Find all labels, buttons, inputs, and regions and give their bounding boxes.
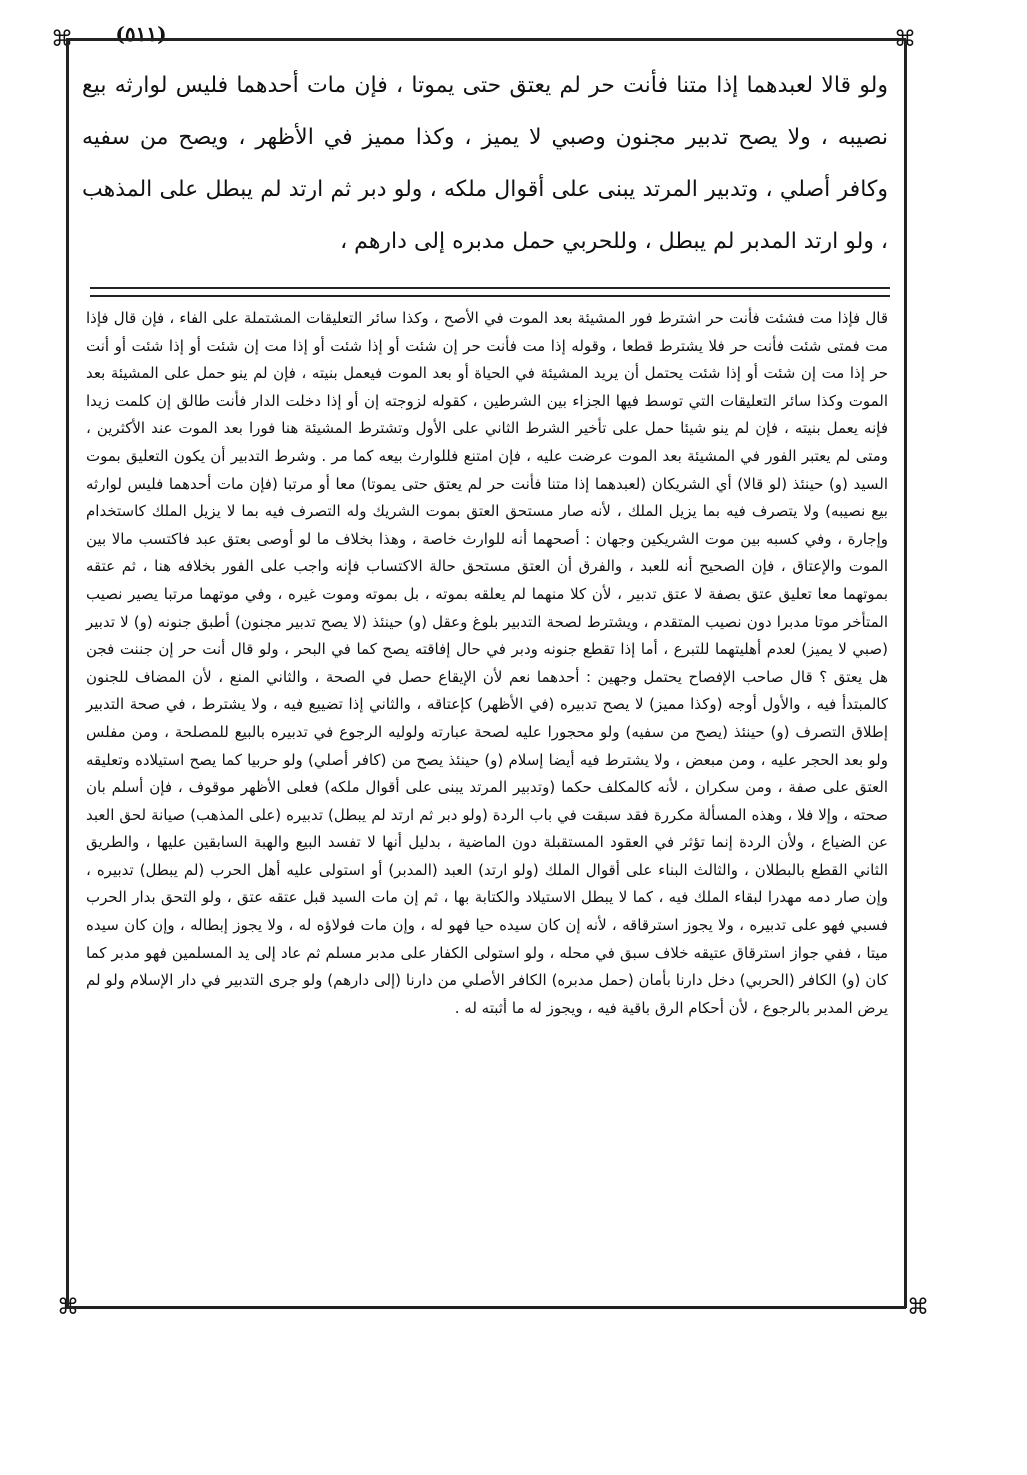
corner-ornament-top-right: ⌘ <box>894 27 916 52</box>
section-divider-line <box>90 287 890 289</box>
corner-ornament-bottom-left: ⌘ <box>57 1295 79 1320</box>
frame-border-top <box>66 38 906 41</box>
page-number: (٥١١) <box>115 22 167 46</box>
commentary-text-sharh: قال فإذا مت فشئت فأنت حر اشترط فور المشيئة بعد الموت في الأصح ، وكذا سائر التعليقات المشتملة على الفاء ، فإن قال فإذا مت فمتى شئت فأنت حر فلا يشترط قطعا ، وقوله إذا مت فأنت حر إن شئت أو إذا شئت أو إذا مت إن شئت أو إذا شئت أو أنت حر إذا مت إن شئت أو إذا شئت يحتمل أن يريد المشيئة في الحياة أو بعد الموت فيعمل بنيته ، فإن لم ينو حمل على المشيئة بعد الموت وكذا سائر التعليقات التي توسط فيها الجزاء بين الشرطين ، كقوله لزوجته إن أو إذا دخلت الدار فأنت طالق إن كلمت زيدا فإنه يعمل بنيته ، فإن لم ينو شيئا حمل على تأخير الشرط الثاني على الأول وتشترط المشيئة هنا فورا بعد الموت عند الأكثرين ، ومتى لم يعتبر الفور في المشيئة بعد الموت عرضت عليه ، فإن امتنع فللوارث بيعه كما مر . وشرط التدبير أن يكون التعليق بموت السيد (و) حينئذ (لو قالا) أي الشريكان (لعبدهما إذا متنا فأنت حر لم يعتق حتى يموتا) معا أو مرتبا (فإن مات أحدهما فليس لوارثه بيع نصيبه) ولا يتصرف فيه بما يزيل الملك ، لأنه صار مستحق العتق بموت الشريك وله التصرف فيه بما لا يزيل الملك كاستخدام وإجارة ، وفي كسبه بين موت الشريكين وجهان : أصحهما أنه للوارث خاصة ، وهذا بخلاف ما لو أوصى بعتق عبد فاكتسب مالا بين الموت والإعتاق ، فإن الصحيح أنه للعبد ، والفرق أن العتق مستحق حالة الاكتساب فإنه واجب على الفور بخلافه هنا ، ثم عتقه بموتهما معا تعليق عتق بصفة لا عتق تدبير ، لأن كلا منهما لم يعلقه بموته ، بل بموته وموت غيره ، وفي موتهما مرتبا يصير نصيب المتأخر موتا مدبرا دون نصيب المتقدم ، ويشترط لصحة التدبير بلوغ وعقل (و) حينئذ (لا يصح تدبير مجنون) أطبق جنونه (و) لا تدبير (صبي لا يميز) لعدم أهليتهما للتبرع ، أما إذا تقطع جنونه ودبر في حال إفاقته يصح كما في البحر ، ولو قال أنت حر إن جننت فجن هل يعتق ؟ قال صاحب الإفصاح يحتمل وجهين : أحدهما نعم لأن الإيقاع حصل في الصحة ، والثاني المنع ، لأن المضاف للجنون كالمبتدأ فيه ، والأول أوجه (وكذا مميز) لا يصح تدبيره (في الأظهر) كإعتاقه ، والثاني إذا تضييع فيه ، ولا يشترط ، في صحة التدبير إطلاق التصرف (و) حينئذ (يصح من سفيه) ولو محجورا عليه لصحة عبارته ولوليه الرجوع في تدبيره بالبيع للمصلحة ، ومن مفلس ولو بعد الحجر عليه ، ومن مبعض ، ولا يشترط فيه أيضا إسلام (و) حينئذ يصح من (كافر أصلي) ولو حربيا كما يصح استيلاده وتعليقه العتق على صفة ، ومن سكران ، لأنه كالمكلف حكما (وتدبير المرتد يبنى على أقوال ملكه) فعلى الأظهر موقوف ، فإن أسلم بان صحته ، وإلا فلا ، وهذه المسألة مكررة فقد سبقت في باب الردة (ولو دبر ثم ارتد لم يبطل) تدبيره (على المذهب) صيانة لحق العبد عن الضياع ، ولأن الردة إنما تؤثر في العقود المستقبلة دون الماضية ، بدليل أنها لا تفسد البيع والهبة السابقين عليها ، والطريق الثاني القطع بالبطلان ، والثالث البناء على أقوال الملك (ولو ارتد) العبد (المدبر) أو استولى عليه أهل الحرب (لم يبطل) تدبيره ، وإن صار دمه مهدرا لبقاء الملك فيه ، كما لا يبطل الاستيلاد والكتابة بها ، ثم إن مات السيد قبل عتقه عتق ، ولو التحق بدار الحرب فسبي فهو على تدبيره ، ولا يجوز استرقاقه ، لأنه إن كان سيده حيا فهو له ، وإن مات فولاؤه له ، ولا يجوز إبطاله ، وإن كان سيده ميتا ، ففي جواز استرقاق عتيقه خلاف سبق في محله ، ولو استولى الكفار على مدبر مسلم ثم عاد إلى يد المسلمين فهو مدبر كما كان (و) الكافر (الحربي) دخل دارنا بأمان (حمل مدبره) الكافر الأصلي من دارنا (إلى دارهم) ولو جرى التدبير في دار الإسلام ولو لم يرض المدبر بالرجوع ، لأن أحكام الرق باقية فيه ، ويجوز له ما أثبته له . <box>86 309 888 1017</box>
corner-ornament-top-left: ⌘ <box>51 27 73 52</box>
section-divider-line <box>90 295 890 297</box>
corner-ornament-bottom-right: ⌘ <box>907 1295 929 1320</box>
frame-border-left <box>66 40 69 1308</box>
main-text-matn: ولو قالا لعبدهما إذا متنا فأنت حر لم يعتق حتى يموتا ، فإن مات أحدهما فليس لوارثه بيع نصيبه ، ولا يصح تدبير مجنون وصبي لا يميز ، وكذا مميز في الأظهر ، ويصح من سفيه وكافر أصلي ، وتدبير المرتد يبنى على أقوال ملكه ، ولو دبر ثم ارتد لم يبطل على المذهب ، ولو ارتد المدبر لم يبطل ، وللحربي حمل مدبره إلى دارهم ، <box>82 73 888 254</box>
frame-border-bottom <box>66 1306 906 1309</box>
frame-border-right <box>904 40 907 1308</box>
